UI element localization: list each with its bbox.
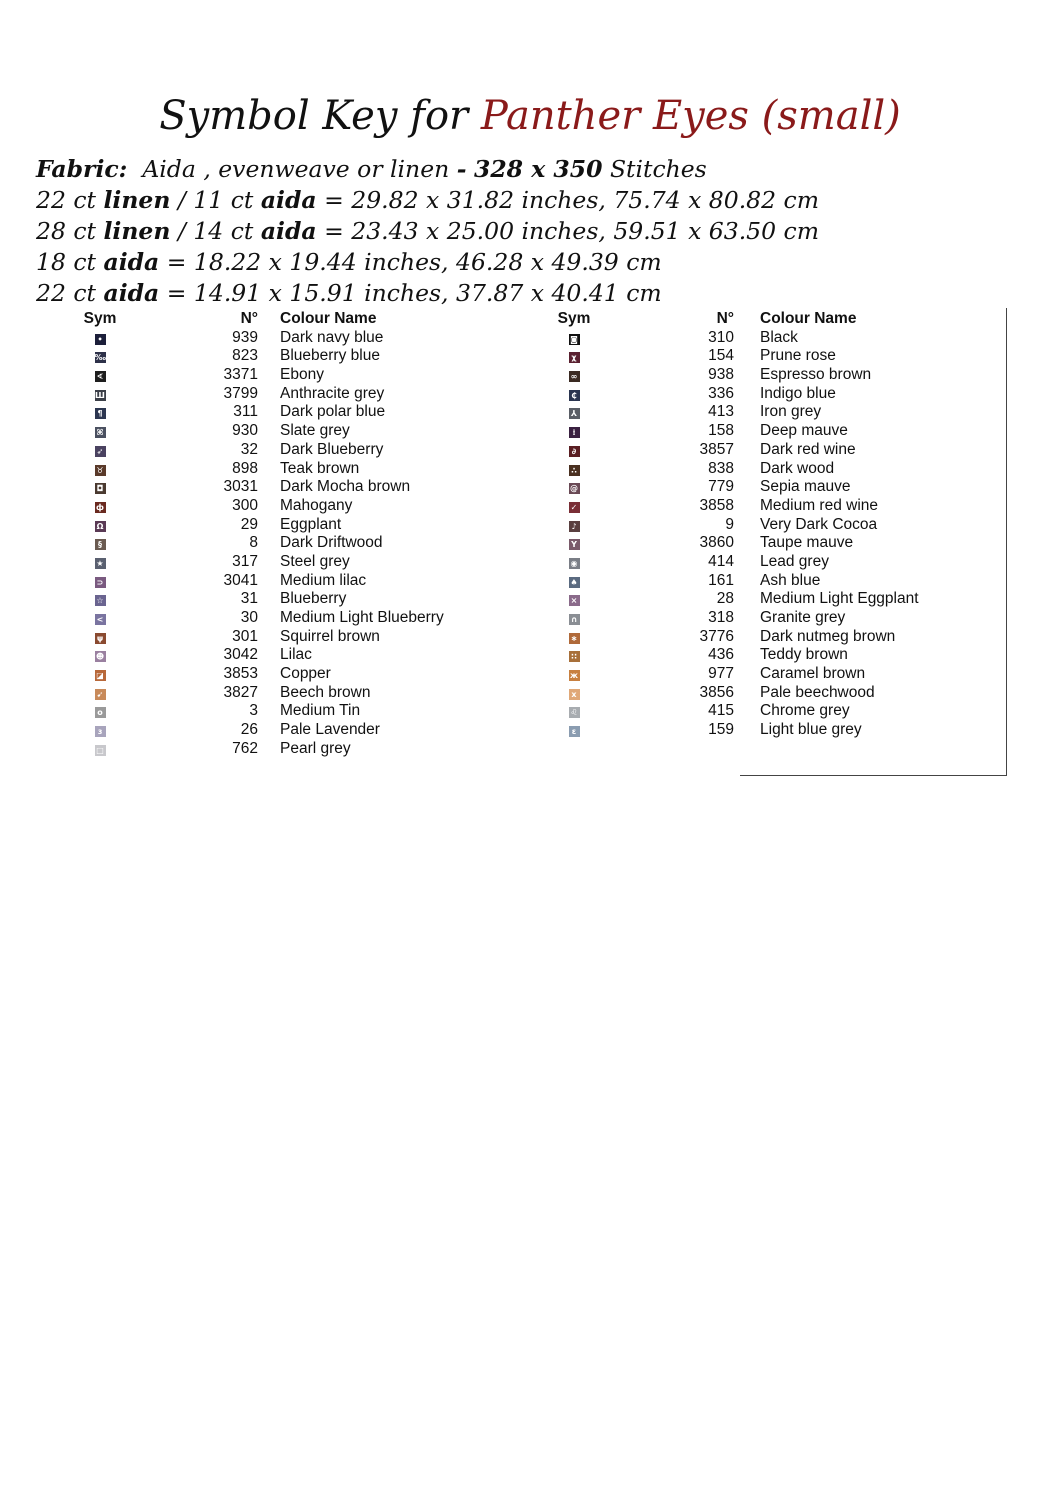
colour-name: Ebony [280,366,324,384]
colour-name: Dark navy blue [280,328,384,346]
colour-name: Dark Blueberry [280,440,384,458]
colour-swatch: ♪ [569,521,580,532]
fabric-name: linen [103,217,171,245]
symbol-cell [80,497,120,516]
key-row [554,609,994,628]
colour-swatch: ✓ [569,502,580,513]
fabric-name: aida [103,248,160,276]
floss-number: 3371 [223,366,258,384]
colour-swatch: ★ [96,558,104,568]
key-row [80,702,500,721]
floss-number: 3042 [223,646,258,664]
colour-name: Caramel brown [760,665,866,683]
key-row [554,665,994,684]
colour-swatch: ⅄ [569,408,580,419]
floss-number: 415 [708,702,734,720]
symbol-cell [80,684,120,703]
floss-number: 838 [708,459,734,477]
colour-name: Medium lilac [280,571,367,589]
floss-number: 317 [232,552,258,570]
key-row [554,385,994,404]
colour-name: Dark Mocha brown [280,478,411,496]
symbol-cell [554,553,594,572]
separator: / [177,186,186,214]
floss-number: 154 [708,347,734,365]
key-rows [554,329,994,740]
colour-name: Dark wood [760,459,835,477]
symbol-cell [80,702,120,721]
colour-name-header: Colour Name [760,310,857,327]
colour-name: Prune rose [760,347,836,365]
floss-number: 28 [716,590,734,608]
colour-swatch: @ [570,484,578,494]
symbol-cell [554,628,594,647]
dimensions: = 14.91 x 15.91 inches, 37.87 x 40.41 cm [166,279,662,307]
symbol-key-right [554,310,994,740]
key-row [80,628,500,647]
colour-swatch: ‰ [94,353,107,363]
floss-number: 977 [708,665,734,683]
colour-swatch: ∴ [569,465,580,476]
colour-swatch: ♠ [570,577,578,587]
divider-horizontal [740,775,1007,776]
symbol-cell [80,646,120,665]
symbol-cell [554,702,594,721]
colour-name: Indigo blue [760,384,836,402]
floss-number: 413 [708,403,734,421]
symbol-cell [80,572,120,591]
key-row [80,665,500,684]
colour-swatch: § [95,539,106,550]
colour-name: Dark red wine [760,440,856,458]
key-row [80,684,500,703]
key-row [80,609,500,628]
colour-swatch: ♌ [570,708,578,718]
colour-swatch: ◪ [96,671,104,681]
key-row [554,646,994,665]
colour-swatch: Y [569,539,580,550]
key-row [80,385,500,404]
symbol-cell [554,609,594,628]
floss-number: 3041 [223,571,258,589]
key-row [80,516,500,535]
colour-swatch: ∗ [569,633,580,644]
colour-swatch: ∩ [569,614,580,625]
floss-number: 3799 [223,384,258,402]
colour-name: Medium red wine [760,496,879,514]
symbol-key-left [80,310,500,759]
symbol-cell [554,665,594,684]
colour-name: Anthracite grey [280,384,385,402]
floss-number: 3776 [699,627,734,645]
colour-swatch: ∢ [95,371,106,382]
floss-number: 9 [725,515,734,533]
floss-number: 161 [708,571,734,589]
key-row [554,628,994,647]
floss-number: 3856 [699,683,734,701]
key-row [80,646,500,665]
colour-swatch: Ω [95,521,106,532]
key-row [554,347,994,366]
colour-swatch: ⌘ [96,428,104,438]
sym-header: Sym [557,310,591,327]
floss-number: 762 [232,739,258,757]
key-row [554,460,994,479]
dimensions: = 18.22 x 19.44 inches, 46.28 x 49.39 cm [166,248,662,276]
colour-name: Medium Light Blueberry [280,609,444,626]
floss-number: 301 [232,627,258,645]
symbol-cell [80,628,120,647]
fabric-name: aida [103,279,160,307]
count: 14 ct [193,217,254,245]
colour-swatch: ψ [95,633,106,644]
symbol-cell [554,721,594,740]
floss-number: 30 [240,609,258,626]
colour-swatch: ➹ [95,689,106,700]
key-row [554,516,994,535]
symbol-cell [554,646,594,665]
floss-number: 898 [232,459,258,477]
floss-number: 8 [249,534,258,552]
key-row [80,422,500,441]
floss-number: 3857 [699,440,734,458]
floss-number: 31 [240,590,258,608]
symbol-cell [80,721,120,740]
colour-swatch: x [569,689,580,700]
count: 28 ct [36,217,96,245]
size-line [36,216,1026,247]
fabric-line [36,154,1026,185]
key-header [554,310,994,329]
key-row [554,702,994,721]
divider-vertical [1006,308,1007,776]
floss-number: 159 [708,721,734,739]
floss-number: 436 [708,646,734,664]
stitch-unit: Stitches [609,155,707,183]
floss-number: 3 [249,702,258,720]
colour-name: Medium Tin [280,702,361,720]
colour-name: Lilac [280,646,312,664]
symbol-cell [554,478,594,497]
symbol-cell [80,478,120,497]
floss-number: 3827 [223,683,258,701]
colour-name: Iron grey [760,403,822,421]
colour-swatch: ∞ [569,371,580,382]
key-rows [80,329,500,759]
colour-name: Dark Driftwood [280,534,383,552]
size-line [36,185,1026,216]
colour-swatch: ж [570,671,578,681]
key-row [554,441,994,460]
colour-name: Chrome grey [760,702,850,720]
colour-name: Mahogany [280,496,353,514]
colour-name: Beech brown [280,683,371,701]
colour-name: Pale Lavender [280,721,380,739]
number-header: N° [716,310,734,327]
size-line [36,278,1026,309]
key-row [554,721,994,740]
floss-number: 32 [240,440,258,458]
symbol-cell [554,403,594,422]
floss-number: 311 [233,403,258,421]
colour-swatch: o [95,707,106,718]
fabric-name: aida [260,186,317,214]
floss-number: 930 [232,422,258,440]
colour-swatch: ☆ [96,596,104,606]
symbol-cell [80,665,120,684]
floss-number: 779 [708,478,734,496]
key-row [80,534,500,553]
floss-number: 26 [240,721,258,739]
symbol-cell [80,534,120,553]
colour-name: Deep mauve [760,422,848,440]
floss-number: 29 [240,515,258,533]
symbol-cell [80,366,120,385]
colour-swatch: ◙ [570,334,578,344]
colour-swatch: χ [569,352,580,363]
colour-swatch: × [569,595,580,606]
fabric-dash: - [456,155,467,183]
symbol-cell [80,740,120,759]
colour-swatch: ¶ [95,408,106,419]
title-prefix: Symbol Key for [159,93,469,139]
symbol-cell [80,609,120,628]
key-row [554,684,994,703]
symbol-cell [554,590,594,609]
colour-swatch: ➶ [95,446,106,457]
colour-swatch: Ш [95,390,105,400]
number-header: N° [240,310,258,327]
symbol-cell [80,329,120,348]
symbol-cell [80,403,120,422]
floss-number: 158 [708,422,734,440]
symbol-cell [554,684,594,703]
key-row [554,403,994,422]
key-row [80,403,500,422]
floss-number: 3858 [699,496,734,514]
fabric-label: Fabric: [36,155,128,183]
symbol-cell [554,329,594,348]
pattern-name: Panther Eyes (small) [480,93,901,139]
key-row [554,366,994,385]
count: 22 ct [36,186,96,214]
floss-number: 3860 [699,534,734,552]
key-row [554,329,994,348]
symbol-cell [554,460,594,479]
floss-number: 300 [232,496,258,514]
symbol-cell [554,441,594,460]
symbol-cell [80,347,120,366]
key-row [80,329,500,348]
symbol-cell [554,422,594,441]
key-row [80,478,500,497]
colour-swatch: ∷ [569,651,580,662]
colour-name: Teak brown [280,459,360,477]
colour-swatch: < [95,614,106,625]
colour-name: Espresso brown [760,366,872,384]
floss-number: 939 [232,328,258,346]
symbol-cell [554,572,594,591]
symbol-cell [80,422,120,441]
symbol-cell [554,516,594,535]
symbol-cell [554,497,594,516]
floss-number: 3031 [223,478,258,496]
colour-swatch: ф [96,502,104,512]
colour-name: Taupe mauve [760,534,854,552]
key-row [80,441,500,460]
size-line [36,247,1026,278]
fabric-specs [36,154,1026,309]
colour-swatch: ◉ [569,558,580,569]
key-row [80,721,500,740]
colour-name-header: Colour Name [280,310,377,327]
key-row [80,497,500,516]
colour-name: Granite grey [760,609,846,626]
key-row [80,347,500,366]
colour-name: Blueberry [280,590,347,608]
symbol-cell [80,460,120,479]
key-row [80,553,500,572]
colour-name: Lead grey [760,552,829,570]
floss-number: 938 [708,366,734,384]
dimensions: = 29.82 x 31.82 inches, 75.74 x 80.82 cm [324,186,819,214]
floss-number: 336 [708,384,734,402]
key-row [80,572,500,591]
symbol-cell [80,516,120,535]
colour-name: Steel grey [280,552,350,570]
colour-name: Black [760,328,798,346]
floss-number: 3853 [223,665,258,683]
symbol-cell [554,347,594,366]
symbol-cell [554,366,594,385]
key-row [80,590,500,609]
colour-name: Ash blue [760,571,821,589]
colour-swatch: ₵ [569,390,580,401]
floss-number: 414 [708,552,734,570]
key-row [554,497,994,516]
floss-number: 310 [708,328,734,346]
key-row [554,534,994,553]
floss-number: 823 [232,347,258,365]
colour-name: Pearl grey [280,739,351,757]
colour-name: Very Dark Cocoa [760,515,878,533]
fabric-name: aida [260,217,317,245]
symbol-cell [554,534,594,553]
colour-name: Teddy brown [760,646,848,664]
count: 18 ct [36,248,96,276]
fabric-types: Aida , evenweave or linen [142,155,450,183]
colour-swatch: ⁞ [569,427,580,438]
separator: / [177,217,186,245]
page-title [0,88,1060,144]
count: 22 ct [36,279,96,307]
colour-name: Light blue grey [760,721,862,739]
fabric-name: linen [103,186,171,214]
stitch-size: 328 x 350 [473,155,603,183]
colour-swatch: □ [96,745,104,755]
colour-name: Sepia mauve [760,478,851,496]
colour-swatch: ☻ [95,652,105,662]
symbol-cell [80,441,120,460]
key-row [554,572,994,591]
sym-header: Sym [83,310,117,327]
colour-swatch: ɜ [95,726,106,737]
colour-name: Dark nutmeg brown [760,627,896,645]
symbol-cell [80,590,120,609]
colour-swatch: ⊃ [95,577,106,588]
colour-name: Pale beechwood [760,683,875,701]
key-row [554,478,994,497]
symbol-cell [554,385,594,404]
colour-name: Dark polar blue [280,403,386,421]
floss-number: 318 [708,609,734,626]
colour-swatch: • [95,334,106,345]
key-header [80,310,500,329]
colour-name: Blueberry blue [280,347,380,365]
symbol-cell [80,385,120,404]
colour-swatch: ◘ [95,483,106,494]
key-row [554,590,994,609]
colour-name: Slate grey [280,422,350,440]
count: 11 ct [193,186,254,214]
colour-name: Medium Light Eggplant [760,590,919,608]
colour-swatch: ∂ [569,446,580,457]
dimensions: = 23.43 x 25.00 inches, 59.51 x 63.50 cm [324,217,819,245]
key-row [80,460,500,479]
colour-swatch: ♉ [96,465,104,475]
key-row [554,553,994,572]
key-row [80,740,500,759]
colour-name: Copper [280,665,331,683]
colour-name: Eggplant [280,515,342,533]
key-row [80,366,500,385]
colour-name: Squirrel brown [280,627,380,645]
key-row [554,422,994,441]
colour-swatch: ε [569,726,580,737]
symbol-cell [80,553,120,572]
